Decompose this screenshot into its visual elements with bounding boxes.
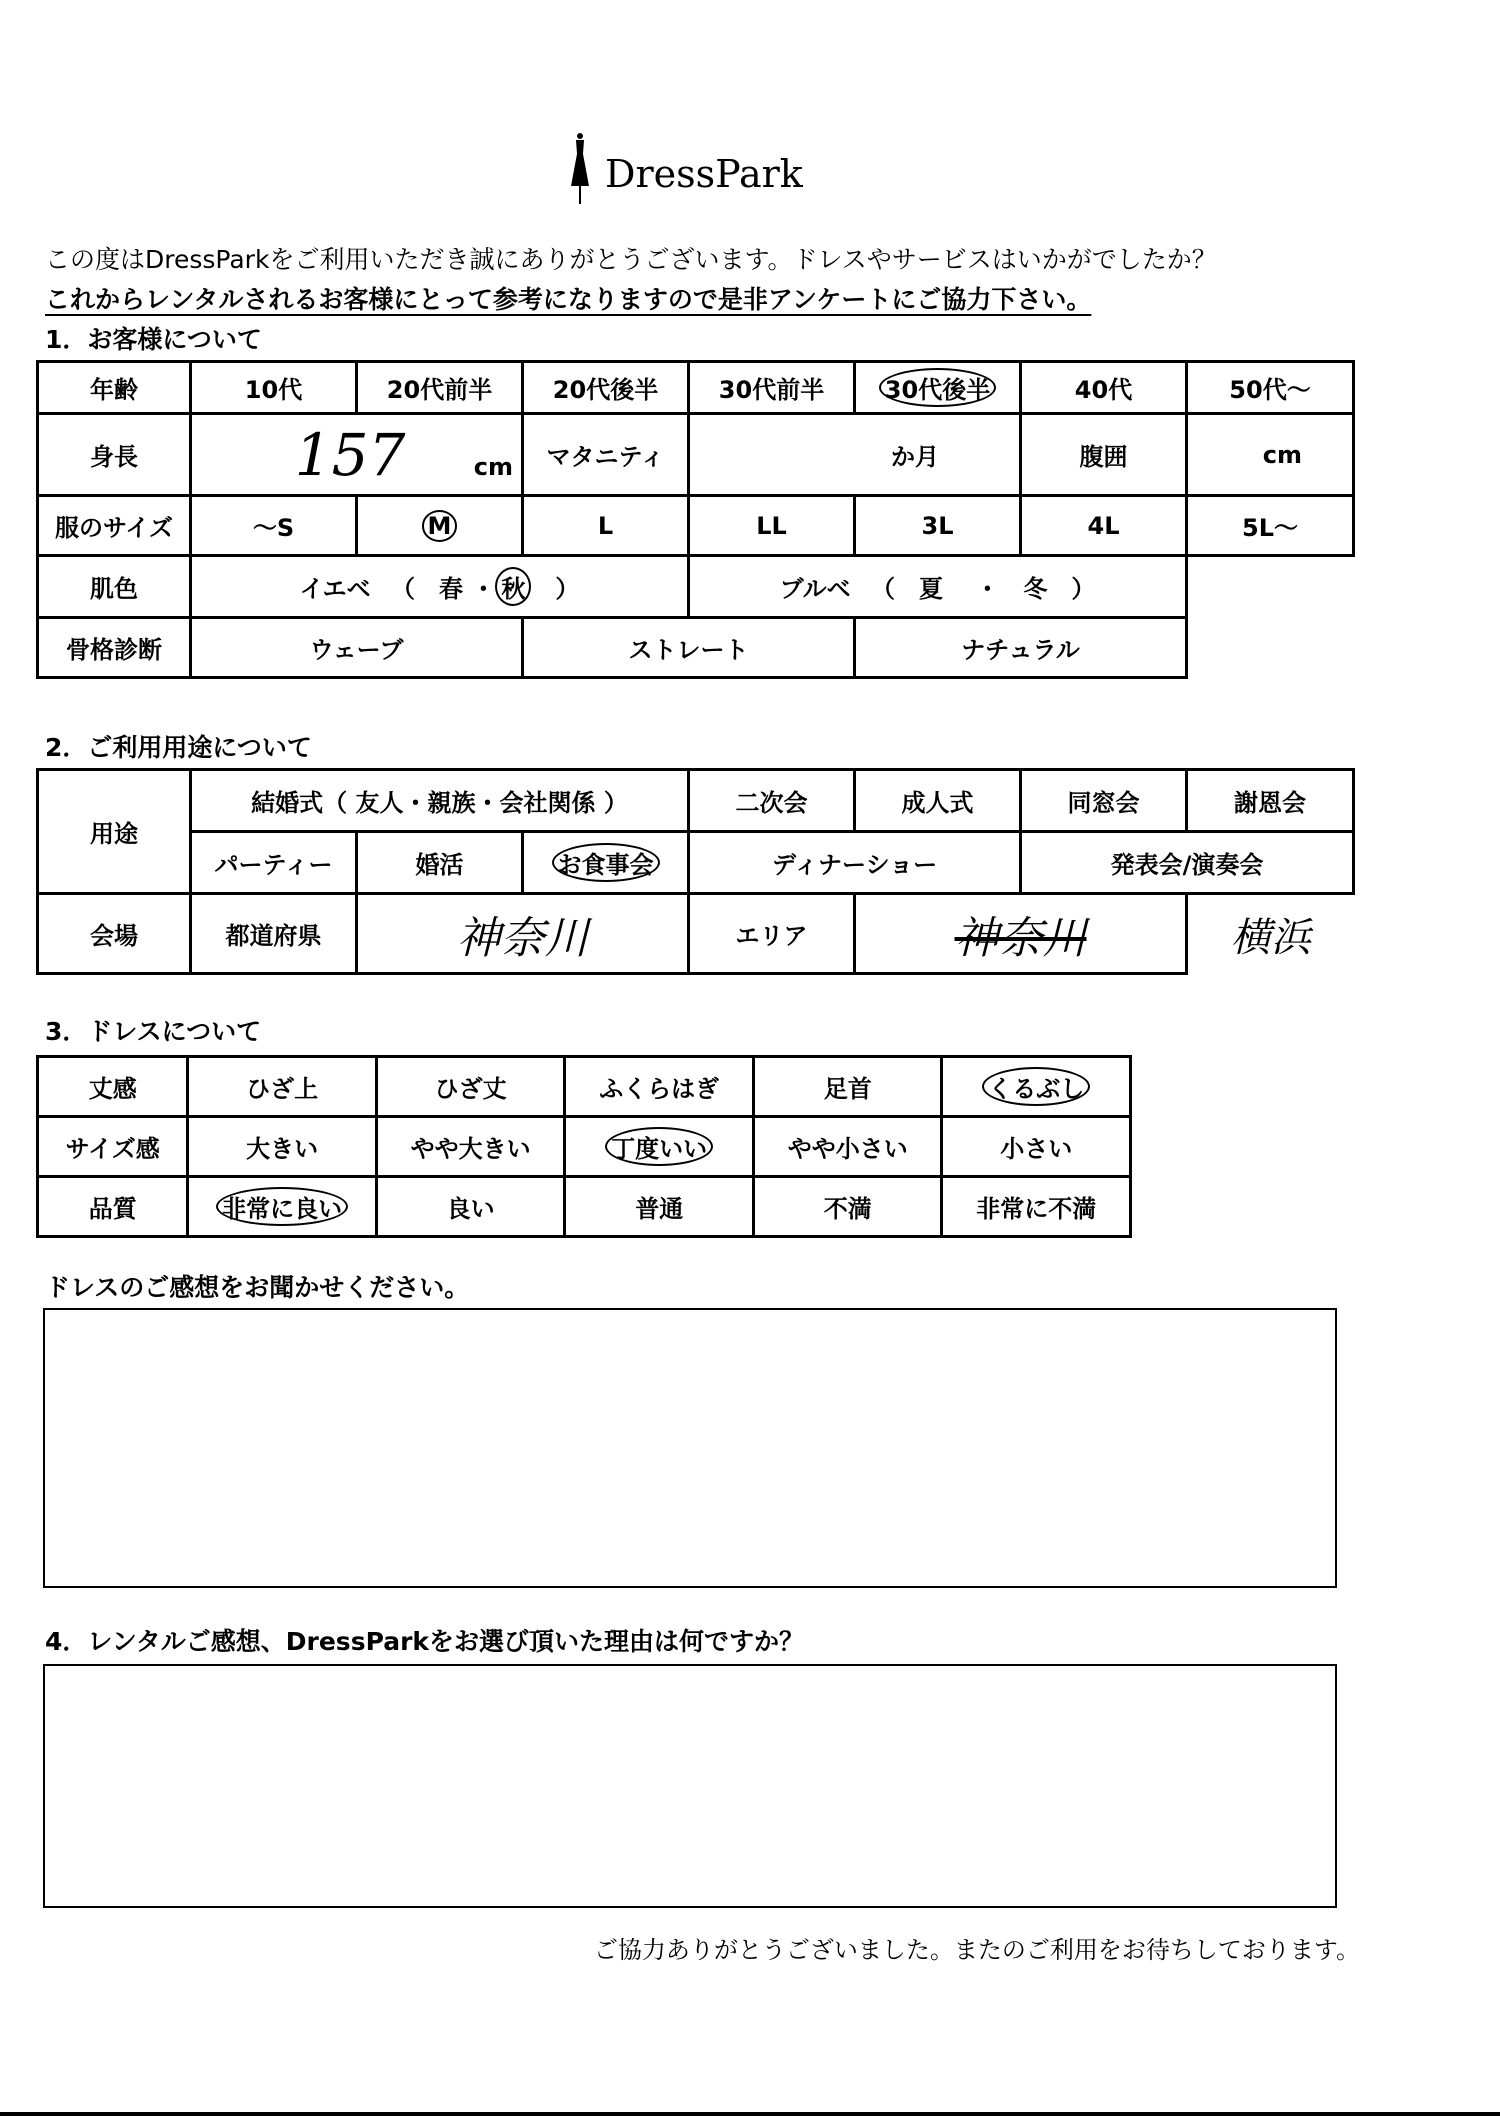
fit-label: サイズ感 — [38, 1117, 188, 1177]
blue-base-option[interactable]: ブルベ （ 夏 ・ 冬 ） — [689, 556, 1187, 618]
prefecture-field[interactable] — [357, 894, 689, 974]
waist-unit: cm — [1262, 440, 1302, 469]
dress-table — [36, 1055, 1132, 1238]
size-option[interactable]: ～S — [191, 496, 357, 556]
area-extra-value: 横浜 — [1230, 914, 1311, 961]
skin-row — [38, 556, 1354, 618]
usage-option[interactable]: パーティー — [191, 832, 357, 894]
size-row — [38, 496, 1354, 556]
quality-option[interactable]: 良い — [376, 1177, 565, 1237]
brand-name: DressPark — [605, 152, 803, 196]
blue-base-label: ブルベ — [779, 575, 851, 603]
selected-mark: 非常に良い — [216, 1187, 348, 1226]
usage-option-selected[interactable] — [523, 832, 689, 894]
dress-icon — [565, 130, 595, 210]
length-option[interactable]: ふくらはぎ — [565, 1057, 754, 1117]
height-field[interactable] — [191, 414, 523, 496]
selected-mark: 30代後半 — [879, 368, 996, 407]
length-option-selected[interactable] — [942, 1057, 1131, 1117]
age-option[interactable]: 20代後半 — [523, 362, 689, 414]
skin-option[interactable]: 冬 — [1023, 575, 1048, 603]
skin-label: 肌色 — [38, 556, 191, 618]
skin-option[interactable]: 夏 — [919, 575, 944, 603]
quality-row — [38, 1177, 1131, 1237]
size-option[interactable]: L — [523, 496, 689, 556]
quality-option-selected[interactable] — [188, 1177, 377, 1237]
fit-row — [38, 1117, 1131, 1177]
skeleton-option[interactable]: ウェーブ — [191, 618, 523, 678]
height-label: 身長 — [38, 414, 191, 496]
area-label: エリア — [689, 894, 855, 974]
closing-text: ご協力ありがとうございました。またのご利用をお待ちしております。 — [593, 1936, 1360, 1964]
yellow-base-option[interactable]: イエベ （ 春 ・ 秋 ） — [191, 556, 689, 618]
section2-title: 2．ご利用用途について — [45, 733, 312, 762]
impressions-prompt: ドレスのご感想をお聞かせください。 — [45, 1273, 470, 1302]
age-option[interactable]: 50代～ — [1187, 362, 1354, 414]
venue-row — [38, 894, 1354, 974]
usage-option[interactable]: 同窓会 — [1021, 770, 1187, 832]
maternity-label: マタニティ — [523, 414, 689, 496]
usage-option-wedding[interactable]: 結婚式（ 友人・親族・会社関係 ） — [191, 770, 689, 832]
size-option[interactable]: LL — [689, 496, 855, 556]
area-value: 神奈川 — [954, 912, 1087, 964]
reason-textbox[interactable] — [43, 1664, 1337, 1908]
age-option-selected[interactable] — [855, 362, 1021, 414]
brand-logo — [565, 130, 825, 210]
quality-option[interactable]: 不満 — [753, 1177, 942, 1237]
length-option[interactable]: ひざ丈 — [376, 1057, 565, 1117]
waist-field[interactable] — [1187, 414, 1354, 496]
size-option[interactable]: 5L～ — [1187, 496, 1354, 556]
selected-mark: M — [422, 510, 458, 542]
intro-text: この度はDressParkをご利用いただき誠にありがとうございます。ドレスやサービスはいかがでしたか？ — [45, 245, 1217, 274]
maternity-field[interactable] — [689, 414, 1021, 496]
height-row — [38, 414, 1354, 496]
yellow-base-label: イエベ — [299, 575, 371, 603]
selected-mark: お食事会 — [552, 843, 660, 882]
selected-mark: くるぶし — [982, 1067, 1090, 1106]
skeleton-option[interactable]: ナチュラル — [855, 618, 1187, 678]
customer-table — [36, 360, 1355, 679]
quality-option[interactable]: 普通 — [565, 1177, 754, 1237]
usage-option[interactable]: ディナーショー — [689, 832, 1021, 894]
fit-option[interactable]: やや小さい — [753, 1117, 942, 1177]
usage-option[interactable]: 成人式 — [855, 770, 1021, 832]
maternity-unit: か月 — [891, 443, 939, 471]
usage-option[interactable]: 謝恩会 — [1187, 770, 1354, 832]
age-row — [38, 362, 1354, 414]
height-value: 157 — [294, 420, 406, 489]
quality-option[interactable]: 非常に不満 — [942, 1177, 1131, 1237]
length-option[interactable]: ひざ上 — [188, 1057, 377, 1117]
section3-title: 3．ドレスについて — [45, 1017, 262, 1046]
usage-option[interactable]: 発表会/演奏会 — [1021, 832, 1354, 894]
length-option[interactable]: 足首 — [753, 1057, 942, 1117]
area-extra-cell — [1187, 894, 1354, 974]
age-option[interactable]: 30代前半 — [689, 362, 855, 414]
age-option[interactable]: 40代 — [1021, 362, 1187, 414]
usage-label: 用途 — [38, 770, 191, 894]
prefecture-label: 都道府県 — [191, 894, 357, 974]
empty-cell — [1187, 618, 1354, 678]
fit-option[interactable]: やや大きい — [376, 1117, 565, 1177]
section4-title: 4．レンタルご感想、DressParkをお選び頂いた理由は何ですか？ — [45, 1627, 805, 1656]
usage-option[interactable]: 二次会 — [689, 770, 855, 832]
skin-option[interactable]: 春 — [439, 575, 464, 603]
empty-cell — [1187, 556, 1354, 618]
size-option-selected[interactable] — [357, 496, 523, 556]
skin-option-selected[interactable]: 秋 — [495, 567, 531, 606]
venue-label: 会場 — [38, 894, 191, 974]
age-option[interactable]: 20代前半 — [357, 362, 523, 414]
usage-option[interactable]: 婚活 — [357, 832, 523, 894]
height-unit: cm — [473, 452, 513, 481]
waist-label: 腹囲 — [1021, 414, 1187, 496]
skeleton-label: 骨格診断 — [38, 618, 191, 678]
length-row — [38, 1057, 1131, 1117]
age-label: 年齢 — [38, 362, 191, 414]
usage-row-2 — [38, 832, 1354, 894]
skeleton-option[interactable]: ストレート — [523, 618, 855, 678]
age-option[interactable]: 10代 — [191, 362, 357, 414]
section1-title: 1．お客様について — [45, 325, 262, 354]
fit-option[interactable]: 大きい — [188, 1117, 377, 1177]
length-label: 丈感 — [38, 1057, 188, 1117]
fit-option-selected[interactable] — [565, 1117, 754, 1177]
fit-option[interactable]: 小さい — [942, 1117, 1131, 1177]
usage-row-1 — [38, 770, 1354, 832]
size-label: 服のサイズ — [38, 496, 191, 556]
prefecture-value: 神奈川 — [456, 912, 589, 964]
skeleton-row — [38, 618, 1354, 678]
scan-edge-line — [0, 2112, 1500, 2116]
impressions-textbox[interactable] — [43, 1308, 1337, 1588]
request-text: これからレンタルされるお客様にとって参考になりますので是非アンケートにご協力下さい。 — [45, 285, 1092, 314]
size-option[interactable]: 4L — [1021, 496, 1187, 556]
size-option[interactable]: 3L — [855, 496, 1021, 556]
area-field[interactable] — [855, 894, 1187, 974]
selected-mark: 丁度いい — [605, 1127, 713, 1166]
usage-table — [36, 768, 1355, 975]
quality-label: 品質 — [38, 1177, 188, 1237]
